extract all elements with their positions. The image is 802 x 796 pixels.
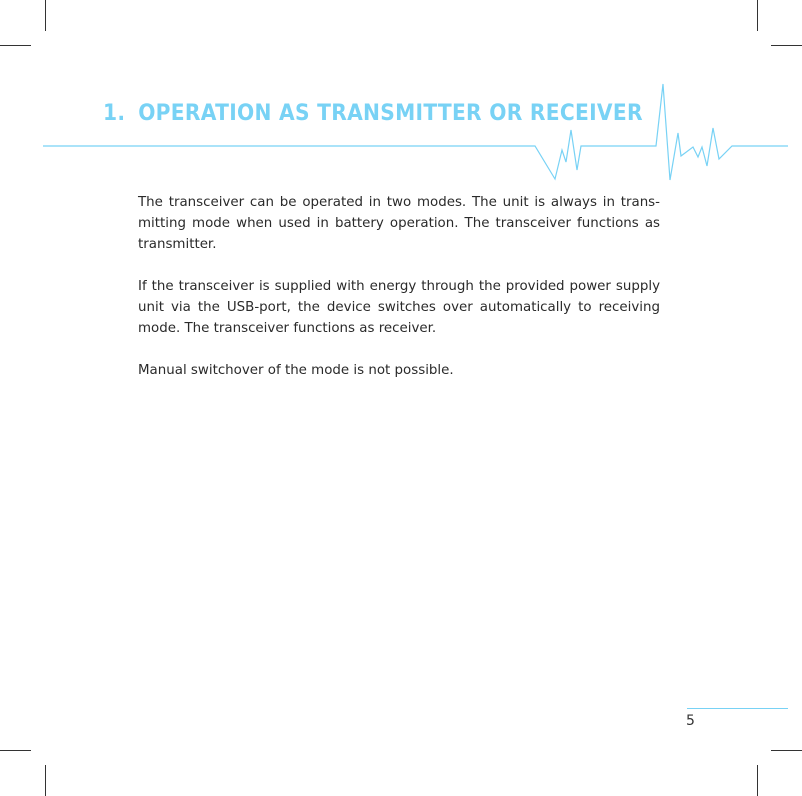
section-heading <box>103 101 643 126</box>
section-number: 1. <box>103 101 126 126</box>
paragraph: The transceiver can be operated in two modes. The unit is always in trans-mitting mode when used in battery operation. The transceiver functions as transmitter. <box>138 195 660 252</box>
paragraph: If the transceiver is supplied with energy through the provided power supply unit via the USB-port, the device switches over automatically to receiving mode. The transceiver functions as receiver. <box>138 279 660 336</box>
page-number-rule <box>687 708 788 709</box>
section-title: OPERATION AS TRANSMITTER OR RECEIVER <box>138 101 643 126</box>
body-text <box>138 192 660 402</box>
paragraph: Manual switchover of the mode is not possible. <box>138 363 454 378</box>
page-number: 5 <box>686 713 695 729</box>
